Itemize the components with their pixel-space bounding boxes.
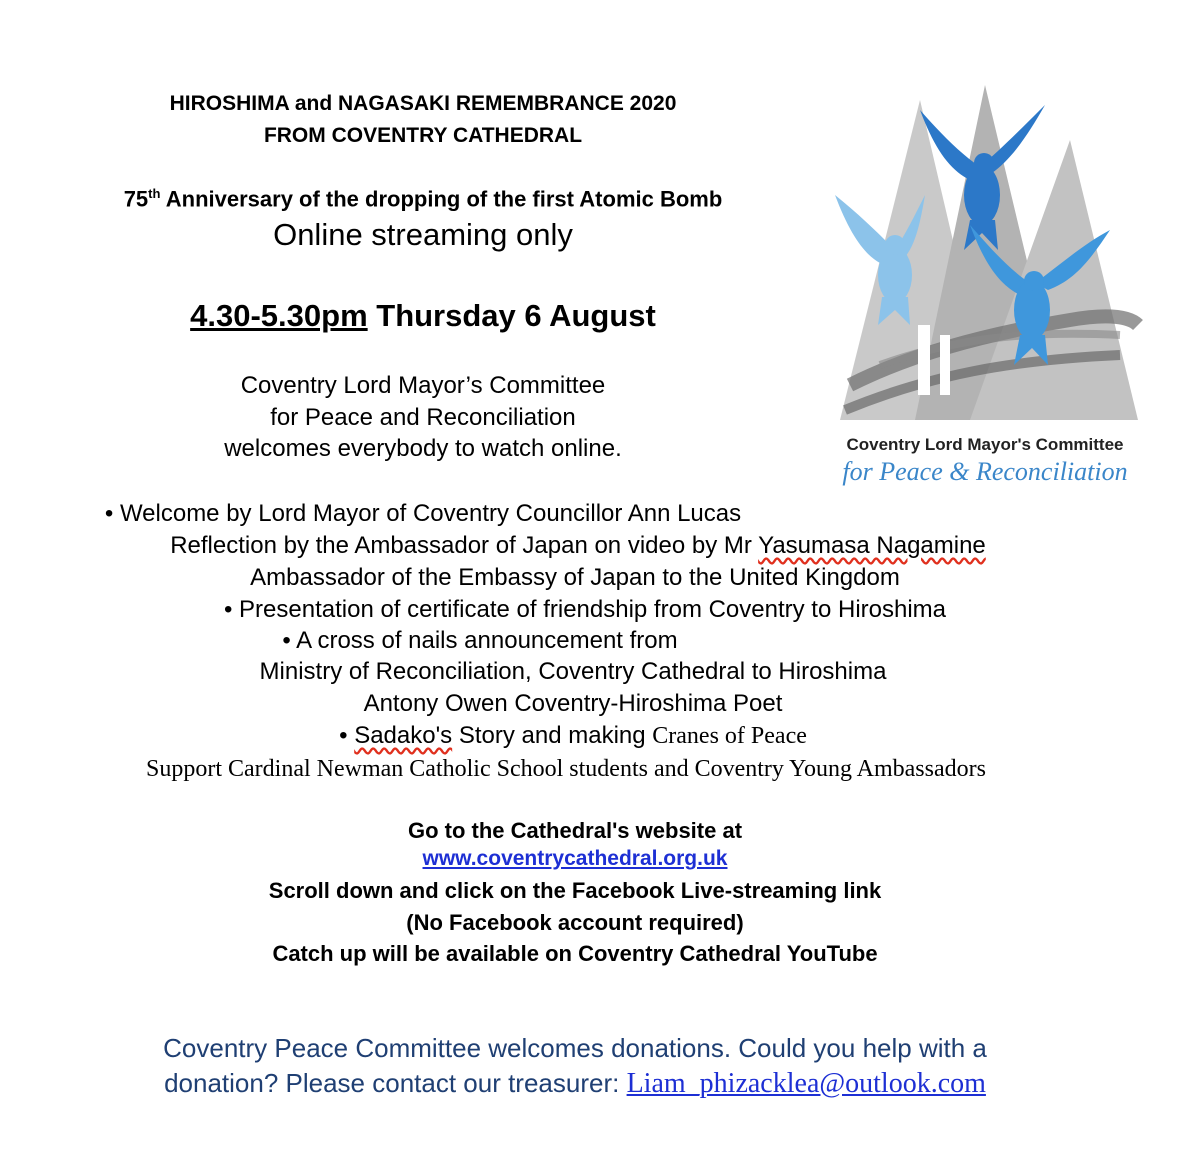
website-link-row: [0, 847, 1150, 871]
ambassador-name: Yasumasa Nagamine: [758, 532, 986, 559]
logo-title: Coventry Lord Mayor's Committee: [846, 435, 1124, 454]
donation-text: donation? Please contact our treasurer:: [164, 1068, 627, 1098]
donation-line-2: [0, 1068, 1150, 1100]
intro-line-3: welcomes everybody to watch online.: [224, 435, 622, 462]
scroll-instruction: Scroll down and click on the Facebook Live-streaming link: [268, 878, 882, 903]
programme-ambassador-title: Ambassador of the Embassy of Japan to the United Kingdom: [250, 564, 900, 591]
programme-poet: Antony Owen Coventry-Hiroshima Poet: [363, 690, 783, 717]
doves-mountains-icon: [820, 85, 1150, 430]
programme-certificate: • Presentation of certificate of friendship from Coventry to Hiroshima: [223, 596, 947, 623]
donation-line-1: Coventry Peace Committee welcomes donations. Could you help with a: [163, 1033, 987, 1063]
event-datetime: [0, 298, 846, 334]
programme-welcome: • Welcome by Lord Mayor of Coventry Councillor Ann Lucas: [104, 500, 742, 527]
cathedral-website-link[interactable]: www.coventrycathedral.org.uk: [422, 847, 728, 870]
no-account-note: (No Facebook account required): [406, 910, 744, 935]
treasurer-email-link[interactable]: Liam_phizacklea@outlook.com: [626, 1068, 986, 1099]
peace-committee-logo: [820, 85, 1150, 490]
programme-support: Support Cardinal Newman Catholic School students and Coventry Young Ambassadors: [146, 756, 986, 782]
event-date: Thursday 6 August: [367, 298, 656, 333]
intro-line-1: Coventry Lord Mayor’s Committee: [240, 372, 606, 399]
catch-up-note: Catch up will be available on Coventry Cathedral YouTube: [272, 941, 878, 966]
anniversary-suffix: th: [148, 186, 161, 201]
programme-reflection-text: Reflection by the Ambassador of Japan on video by Mr: [170, 532, 759, 559]
anniversary-line: [0, 186, 846, 212]
programme-reflection: [0, 532, 1156, 560]
streaming-note: Online streaming only: [273, 217, 573, 252]
title-line-2: FROM COVENTRY CATHEDRAL: [263, 124, 583, 147]
programme-ministry: Ministry of Reconciliation, Coventry Cathedral to Hiroshima: [259, 658, 887, 685]
title-line-1: HIROSHIMA and NAGASAKI REMEMBRANCE 2020: [169, 92, 677, 115]
anniversary-text: Anniversary of the dropping of the first Atomic Bomb: [160, 186, 723, 212]
intro-line-2: for Peace and Reconciliation: [270, 404, 576, 431]
logo-subtitle: for Peace & Reconciliation: [842, 457, 1128, 486]
sadako-text: Story and making: [452, 722, 653, 749]
website-intro: Go to the Cathedral's website at: [407, 818, 743, 843]
sadako-name: Sadako's: [354, 722, 453, 749]
programme-cross-of-nails: • A cross of nails announcement from: [282, 627, 678, 654]
programme-sadako: [0, 722, 1146, 750]
event-time: 4.30-5.30pm: [190, 298, 368, 333]
sadako-bullet: •: [339, 722, 355, 749]
cranes-of-peace: Cranes of Peace: [652, 723, 807, 749]
anniversary-number: 75: [123, 186, 149, 212]
